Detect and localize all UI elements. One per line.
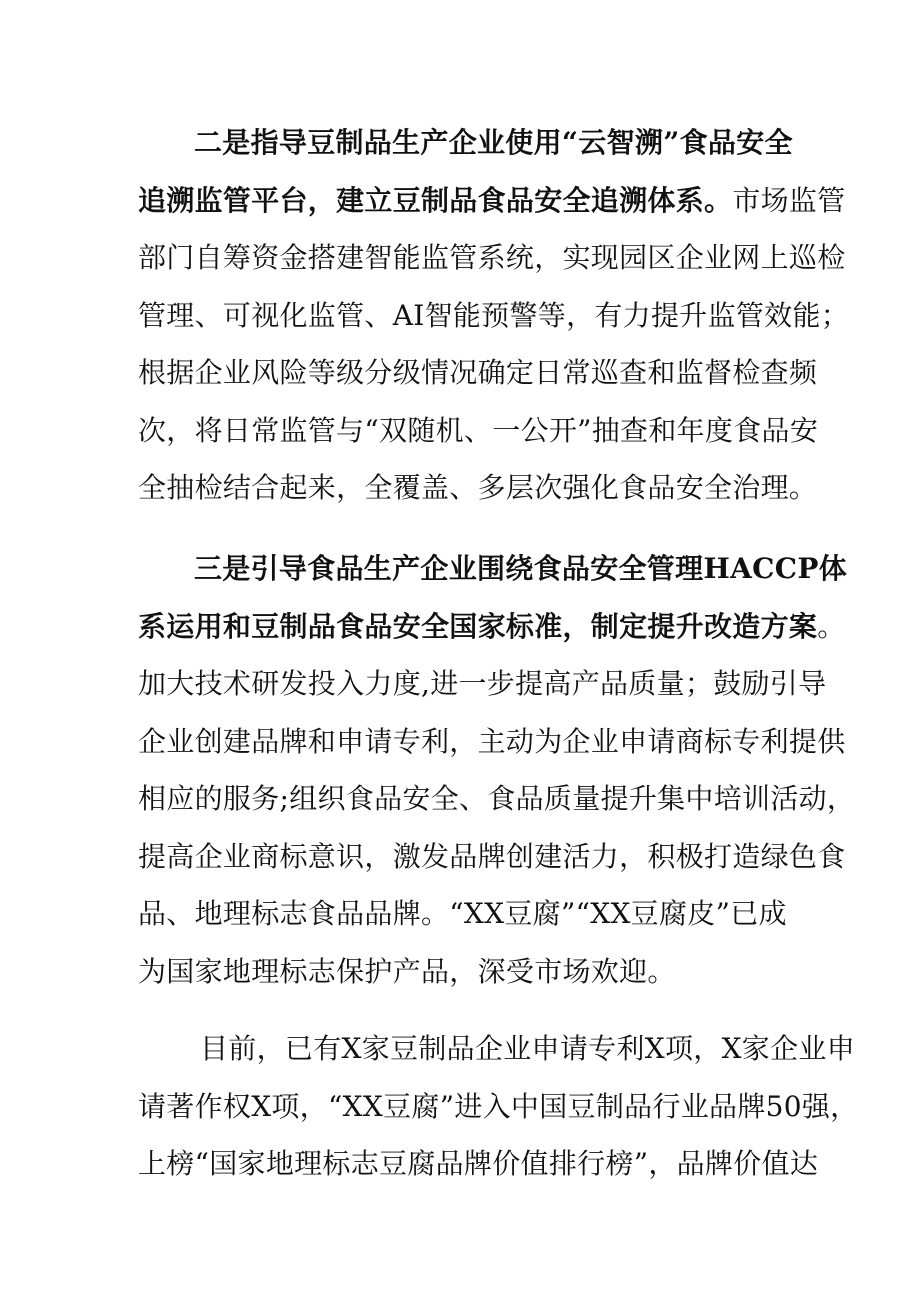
text-line xyxy=(138,1020,856,1078)
paragraph-current-results xyxy=(138,1020,859,1193)
text-line xyxy=(138,943,798,1001)
bold-text: 系运用和豆制品食品安全国家标准，制定提升改造方案 xyxy=(138,609,818,643)
text-line xyxy=(138,598,846,656)
text-line xyxy=(138,885,798,943)
body-text: 市场监管 xyxy=(732,183,846,217)
body-text: 提高企业商标意识，激发品牌创建活力，积极打造绿色食 xyxy=(138,839,846,873)
text-line xyxy=(138,114,798,172)
text-line xyxy=(138,540,848,598)
text-line xyxy=(138,172,846,230)
text-line xyxy=(138,459,818,517)
text-line xyxy=(138,344,818,402)
bold-text: 二是指导豆制品生产企业使用“云智溯”食品安全 xyxy=(194,126,793,159)
text-line xyxy=(138,229,846,287)
body-text: 部门自筹资金搭建智能监管系统，实现园区企业网上巡检 xyxy=(138,241,846,274)
body-text: 请著作权X项，“XX豆腐”进入中国豆制品行业品牌50强， xyxy=(138,1089,859,1123)
text-line xyxy=(138,655,827,713)
bold-text: 追溯监管平台，建立豆制品食品安全追溯体系。 xyxy=(138,183,733,217)
body-text: 为国家地理标志保护产品，深受市场欢迎。 xyxy=(138,954,676,988)
body-text: 目前，已有X家豆制品企业申请专利X项，X家企业申 xyxy=(200,1032,856,1065)
body-text: 管理、可视化监管、AI智能预警等，有力提升监管效能； xyxy=(138,298,850,332)
text-line xyxy=(138,402,819,460)
text-line xyxy=(138,1135,819,1193)
body-text: 企业创建品牌和申请专利，主动为企业申请商标专利提供 xyxy=(138,724,846,758)
body-text: 全抽检结合起来，全覆盖、多层次强化食品安全治理。 xyxy=(138,471,818,504)
body-text: 相应的服务;组织食品安全、食品质量提升集中培训活动， xyxy=(138,782,856,815)
text-line xyxy=(138,770,856,828)
paragraph-haccp-upgrade xyxy=(138,540,856,1000)
text-line xyxy=(138,1078,859,1136)
text-line xyxy=(138,828,846,886)
bold-text: 三是引导食品生产企业围绕食品安全管理HACCP体 xyxy=(194,552,848,585)
body-text: 根据企业风险等级分级情况确定日常巡查和监督检查频 xyxy=(138,356,818,389)
body-text: 次，将日常监管与“双随机、一公开”抽查和年度食品安 xyxy=(138,413,819,447)
body-text: 品、地理标志食品品牌。“XX豆腐”“XX豆腐皮”已成 xyxy=(138,897,787,930)
text-line xyxy=(138,287,850,345)
paragraph-cloud-traceability xyxy=(138,114,850,517)
text-line xyxy=(138,713,846,771)
body-text: 。 xyxy=(817,609,846,643)
body-text: 加大技术研发投入力度,进一步提高产品质量；鼓励引导 xyxy=(138,667,827,700)
body-text: 上榜“国家地理标志豆腐品牌价值排行榜”，品牌价值达 xyxy=(138,1147,819,1180)
